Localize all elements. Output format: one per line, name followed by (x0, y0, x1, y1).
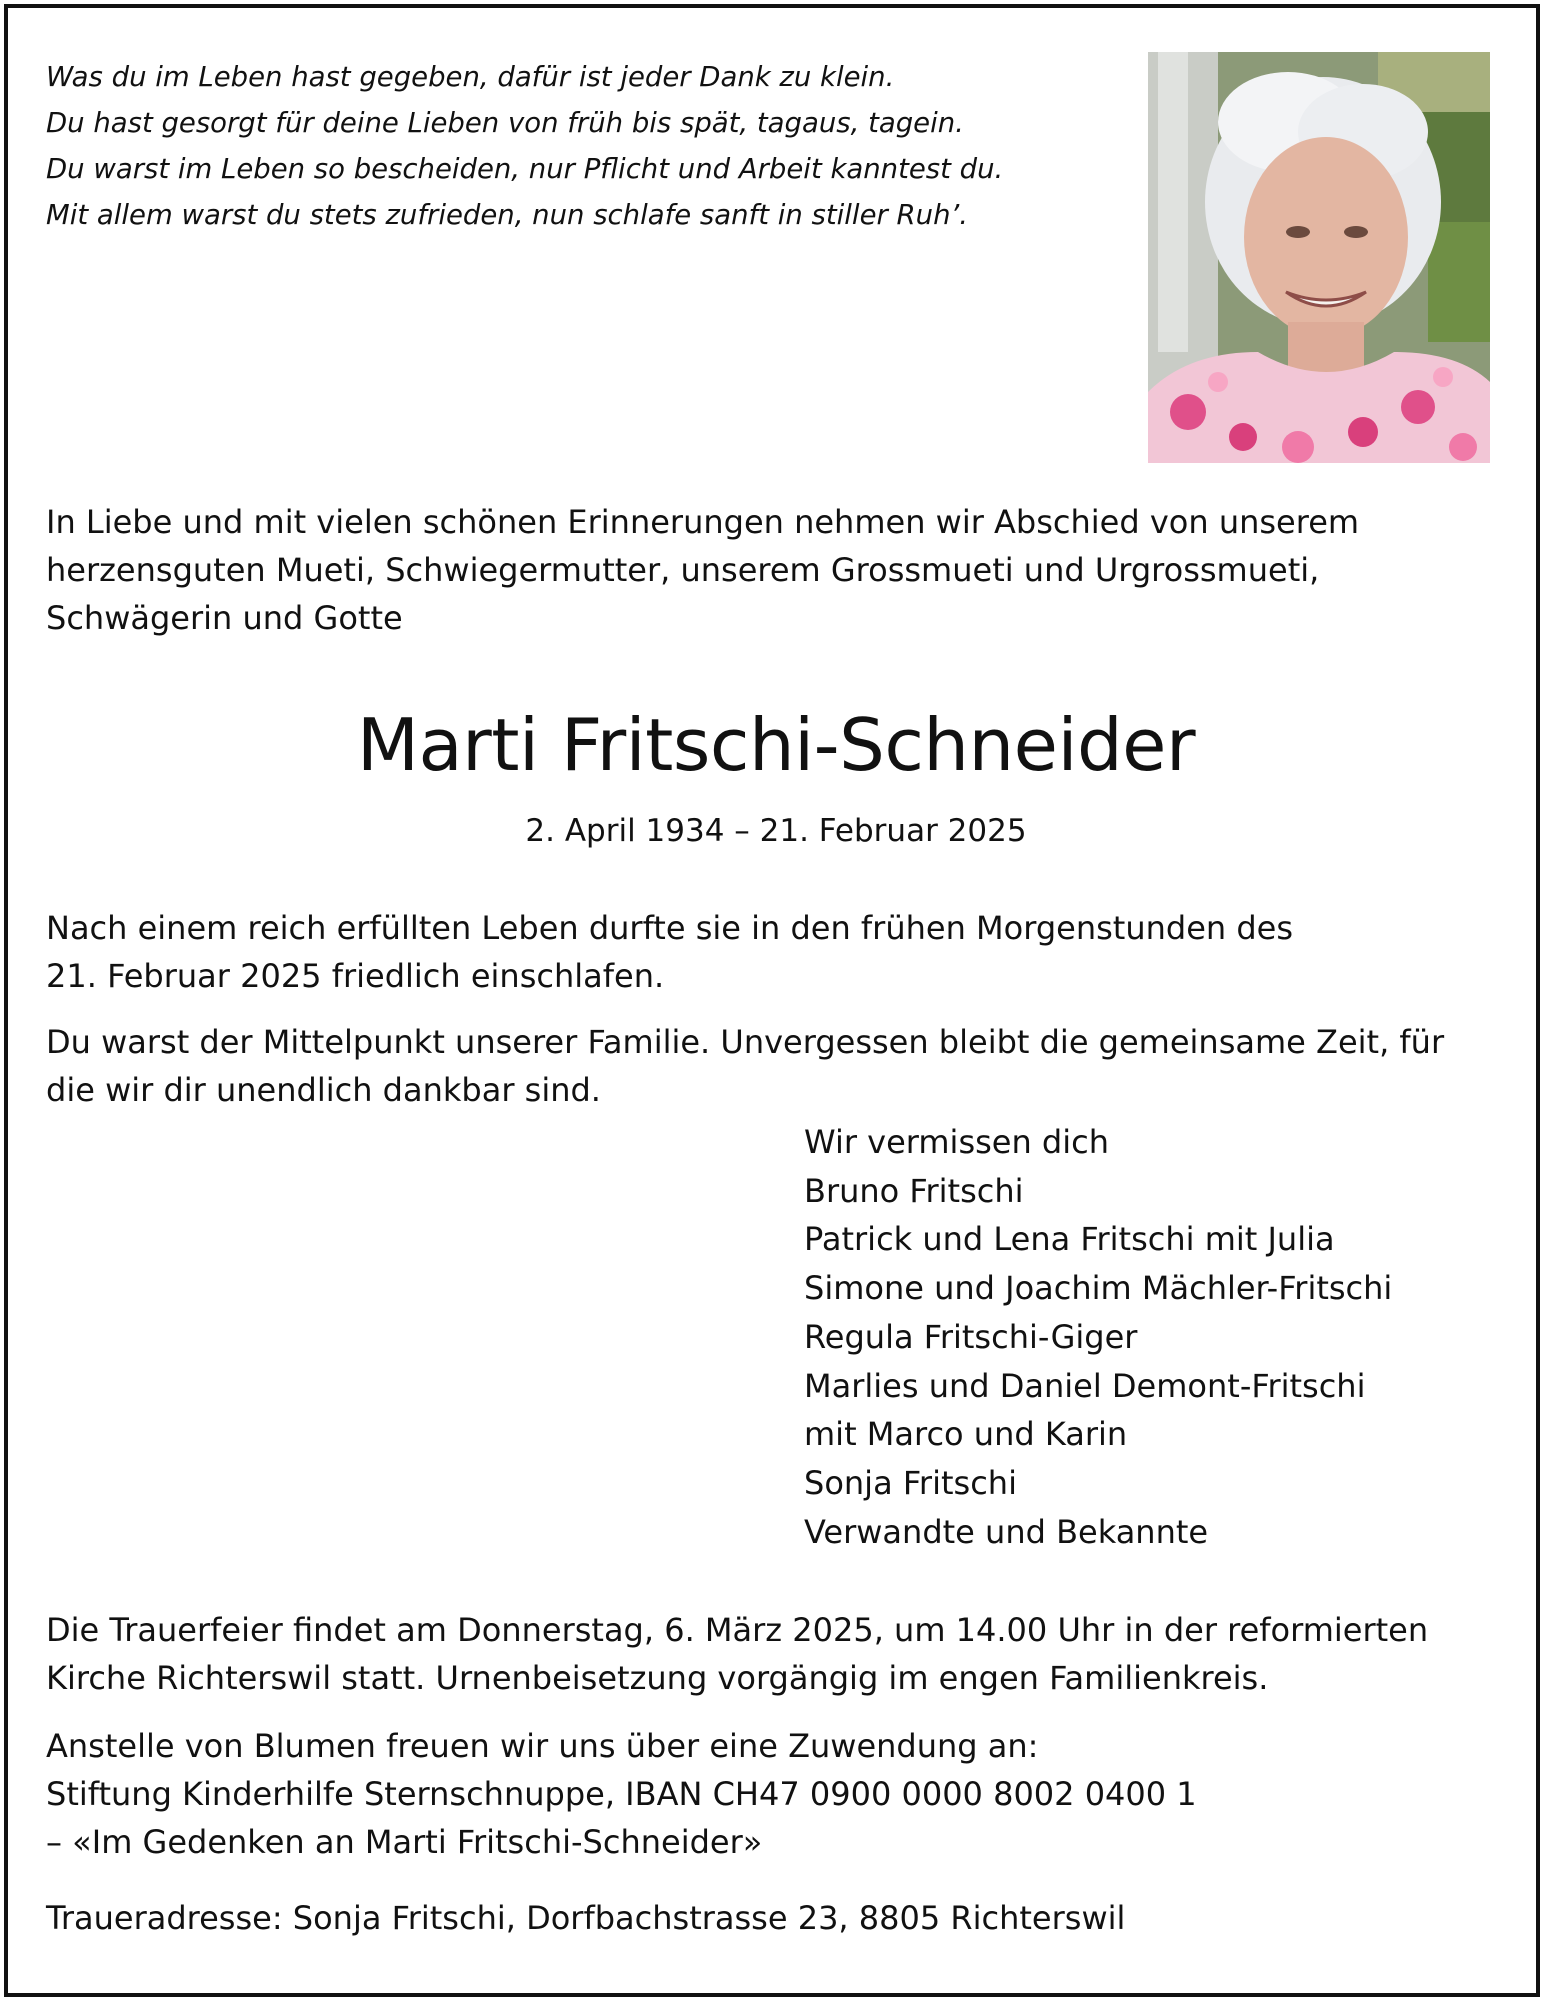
poem-line: Was du im Leben hast gegeben, dafür ist jeder Dank zu klein. (46, 61, 895, 93)
portrait-photo (1148, 52, 1490, 463)
poem-line: Du warst im Leben so bescheiden, nur Pflicht und Arbeit kanntest du. (46, 153, 1004, 185)
intro-text (46, 498, 1486, 642)
poem (46, 54, 1106, 238)
paragraph-line: Nach einem reich erfüllten Leben durfte sie in den frühen Morgenstunden des (46, 909, 1293, 947)
life-dates: 2. April 1934 – 21. Februar 2025 (525, 813, 1027, 849)
paragraph-line: – «Im Gedenken an Marti Fritschi-Schneider» (46, 1823, 763, 1861)
mourner-line: Bruno Fritschi (804, 1171, 1024, 1210)
intro-line: In Liebe und mit vielen schönen Erinnerungen nehmen wir Abschied von unserem (46, 503, 1360, 541)
family-paragraph (46, 1018, 1486, 1114)
passing-paragraph (46, 904, 1486, 1000)
mourner-line: Verwandte und Bekannte (804, 1512, 1209, 1551)
mourner-line: Regula Fritschi-Giger (804, 1317, 1138, 1356)
donation-paragraph (46, 1722, 1486, 1866)
paragraph-line: 21. Februar 2025 friedlich einschlafen. (46, 957, 665, 995)
paragraph-line: Stiftung Kinderhilfe Sternschnuppe, IBAN CH47 0900 0000 8002 0400 1 (46, 1775, 1197, 1813)
mourner-line: mit Marco und Karin (804, 1415, 1128, 1454)
address-line: Traueradresse: Sonja Fritschi, Dorfbachstrasse 23, 8805 Richterswil (46, 1899, 1126, 1937)
intro-line: Schwägerin und Gotte (46, 599, 403, 637)
paragraph-line: die wir dir unendlich dankbar sind. (46, 1071, 601, 1109)
intro-line: herzensguten Mueti, Schwiegermutter, unserem Grossmueti und Urgrossmueti, (46, 551, 1320, 589)
mourners-list (804, 1118, 1504, 1556)
paragraph-line: Kirche Richterswil statt. Urnenbeisetzung vorgängig im engen Familienkreis. (46, 1659, 1269, 1697)
paragraph-line: Du warst der Mittelpunkt unserer Familie. Unvergessen bleibt die gemeinsame Zeit, für (46, 1023, 1445, 1061)
paragraph-line: Die Trauerfeier findet am Donnerstag, 6. März 2025, um 14.00 Uhr in der reformierten (46, 1611, 1429, 1649)
mourner-line: Sonja Fritschi (804, 1463, 1017, 1502)
paragraph-line: Anstelle von Blumen freuen wir uns über eine Zuwendung an: (46, 1727, 1039, 1765)
mourner-line: Patrick und Lena Fritschi mit Julia (804, 1220, 1335, 1259)
deceased-name: Marti Fritschi-Schneider (356, 703, 1196, 787)
poem-line: Du hast gesorgt für deine Lieben von früh bis spät, tagaus, tagein. (46, 107, 964, 139)
mourner-line: Simone und Joachim Mächler-Fritschi (804, 1269, 1393, 1308)
mourning-address (46, 1894, 1486, 1942)
ceremony-paragraph (46, 1606, 1486, 1702)
poem-line: Mit allem warst du stets zufrieden, nun schlafe sanft in stiller Ruh’. (46, 199, 968, 231)
mourner-line: Marlies und Daniel Demont-Fritschi (804, 1366, 1366, 1405)
mourner-line: Wir vermissen dich (804, 1123, 1109, 1161)
